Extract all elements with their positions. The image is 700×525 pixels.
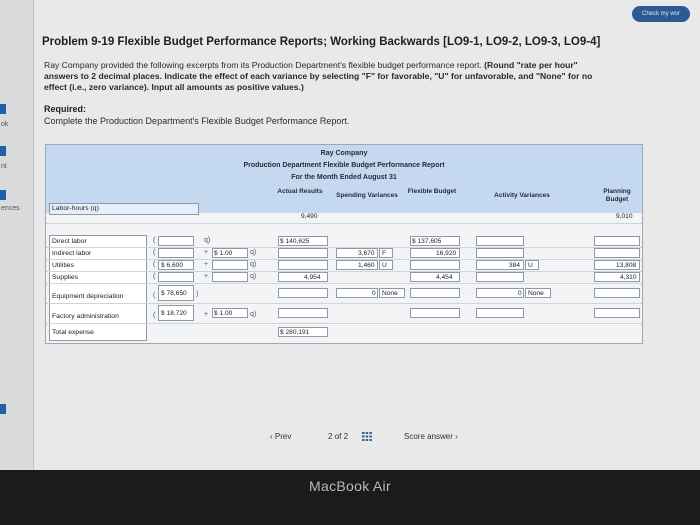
indirect-labor-flexible: 16,920	[436, 250, 457, 257]
page-grid-icon[interactable]	[362, 432, 372, 441]
row-divider	[46, 223, 642, 224]
chevron-right-icon: ›	[455, 432, 458, 441]
q-label: q)	[250, 311, 257, 318]
planning-budget-input[interactable]	[594, 248, 640, 258]
flexible-budget-input[interactable]	[410, 288, 460, 298]
indirect-labor-spending: 3,670	[358, 250, 375, 257]
actual-input[interactable]	[278, 308, 328, 318]
col-actual: Actual Results	[277, 188, 323, 195]
row-label-factory-administration: Factory administration	[52, 313, 119, 320]
activity-variance-input[interactable]	[476, 248, 524, 258]
utilities-spending: 1,460	[358, 262, 375, 269]
left-sidebar	[0, 0, 34, 470]
required-text: Complete the Production Department's Flexible Budget Performance Report.	[44, 116, 350, 126]
sidebar-marker	[0, 190, 6, 200]
q-label: q)	[250, 273, 257, 280]
page-current: 2	[328, 432, 333, 441]
col-planning: Planning Budget	[603, 188, 631, 203]
check-my-work-button[interactable]: Check my wor	[632, 6, 690, 22]
equipment-fixed-cost: $ 78,650	[161, 290, 187, 297]
row-divider	[46, 283, 642, 284]
paren-open: (	[153, 292, 156, 299]
report-title: Production Department Flexible Budget Performance Report	[243, 162, 445, 169]
direct-labor-flexible: $ 137,605	[412, 238, 442, 245]
activity-variance-input[interactable]	[476, 236, 524, 246]
labor-hours-actual: 9,490	[301, 213, 318, 220]
supplies-actual: 4,954	[304, 274, 321, 281]
plus-sign: +	[204, 249, 209, 256]
plus-sign: +	[204, 273, 209, 280]
intro-text: Ray Company provided the following excerpts from its Production Department's flexible budget performance report.	[44, 60, 485, 70]
row-label-supplies: Supplies	[52, 274, 79, 281]
equipment-activity: 0	[518, 290, 522, 297]
fixed-cost-input[interactable]	[158, 236, 194, 246]
planning-budget-input[interactable]	[594, 308, 640, 318]
q-label: q)	[250, 249, 257, 256]
flexible-budget-input[interactable]	[410, 260, 460, 270]
factory-admin-rate: $ 1.00	[214, 310, 233, 317]
sidebar-marker	[0, 104, 6, 114]
intro-instructions: (Round "rate per hour" answers to 2 decimal places. Indicate the effect of each variance by selecting "F" for favorable, "U" for unfavorable, and "None" for no effect (i.e., zero variance). Input all amounts as positive values.)	[44, 60, 593, 92]
equipment-spending: 0	[372, 290, 376, 297]
sidebar-marker	[0, 404, 6, 414]
actual-input[interactable]	[278, 288, 328, 298]
activity-variance-input[interactable]	[476, 308, 524, 318]
activity-variance-input[interactable]	[476, 272, 524, 282]
utilities-activity: 384	[509, 262, 521, 269]
equipment-activity-fu: None	[528, 290, 544, 297]
row-label-equipment-depreciation: Equipment depreciation	[52, 293, 124, 300]
device-label: MacBook Air	[309, 478, 391, 494]
row-label-total-expense: Total expense	[52, 329, 94, 336]
actual-input[interactable]	[278, 260, 328, 270]
row-divider	[46, 323, 642, 324]
activity-variance-input[interactable]	[476, 288, 524, 298]
sidebar-marker	[0, 146, 6, 156]
paren-open: (	[153, 312, 156, 319]
prev-label: Prev	[274, 432, 292, 441]
col-flexible: Flexible Budget	[407, 188, 457, 195]
total-expense-actual: $ 280,191	[280, 329, 310, 336]
paren-close: )	[196, 291, 199, 298]
sidebar-label[interactable]: ok	[1, 121, 9, 128]
row-label-indirect-labor: Indirect labor	[52, 250, 92, 257]
sidebar-label[interactable]: nt	[1, 163, 7, 170]
rate-input[interactable]	[212, 272, 248, 282]
labor-hours-planning: 9,010	[616, 213, 633, 220]
labor-hours-label: Labor-hours (q)	[52, 205, 99, 212]
direct-labor-actual: $ 140,625	[280, 238, 310, 245]
factory-admin-fixed-cost: $ 18,720	[161, 310, 187, 317]
problem-intro	[44, 60, 614, 93]
utilities-activity-fu: U	[528, 262, 533, 269]
page-of: of	[334, 432, 342, 441]
required-label: Required:	[44, 104, 87, 114]
fixed-cost-input[interactable]	[158, 248, 194, 258]
utilities-fixed-cost: $ 6,600	[161, 262, 183, 269]
sidebar-label[interactable]: ences	[1, 205, 20, 212]
equipment-spending-fu: None	[382, 290, 398, 297]
planning-budget-input[interactable]	[594, 288, 640, 298]
col-spending: Spending Variances	[336, 192, 398, 199]
plus-sign: +	[204, 311, 209, 318]
problem-title: Problem 9-19 Flexible Budget Performance Reports; Working Backwards [LO9-1, LO9-2, LO9-3, LO9-4]	[42, 36, 601, 48]
utilities-spending-fu: U	[382, 262, 387, 269]
paren-open: (	[153, 249, 156, 256]
col-activity: Activity Variances	[494, 192, 550, 199]
page-indicator	[328, 432, 348, 441]
paren-open: (	[153, 273, 156, 280]
row-label-utilities: Utilities	[52, 262, 74, 269]
indirect-labor-rate: $ 1.00	[214, 250, 233, 257]
q-label: q)	[250, 261, 257, 268]
paren-open: (	[153, 261, 156, 268]
score-answer-button[interactable]	[404, 432, 458, 441]
q-label: q)	[204, 237, 211, 244]
indirect-labor-spending-fu: F	[382, 250, 387, 257]
supplies-planning: 4,310	[620, 274, 637, 281]
page-total: 2	[343, 432, 349, 441]
score-answer-label: Score answer	[404, 432, 453, 441]
prev-button[interactable]: ‹ Prev	[270, 432, 292, 441]
report-period: For the Month Ended August 31	[291, 174, 397, 181]
fixed-cost-input[interactable]	[158, 272, 194, 282]
actual-input[interactable]	[278, 248, 328, 258]
row-divider	[46, 271, 642, 272]
row-label-direct-labor: Direct labor	[52, 238, 87, 245]
row-divider	[46, 303, 642, 304]
utilities-planning: 13,808	[616, 262, 637, 269]
paren-open: (	[153, 237, 156, 244]
supplies-flexible: 4,454	[436, 274, 453, 281]
performance-report	[45, 144, 643, 344]
flexible-budget-input[interactable]	[410, 308, 460, 318]
report-company: Ray Company	[320, 150, 368, 157]
planning-budget-input[interactable]	[594, 236, 640, 246]
plus-sign: +	[204, 261, 209, 268]
rate-input[interactable]	[212, 260, 248, 270]
